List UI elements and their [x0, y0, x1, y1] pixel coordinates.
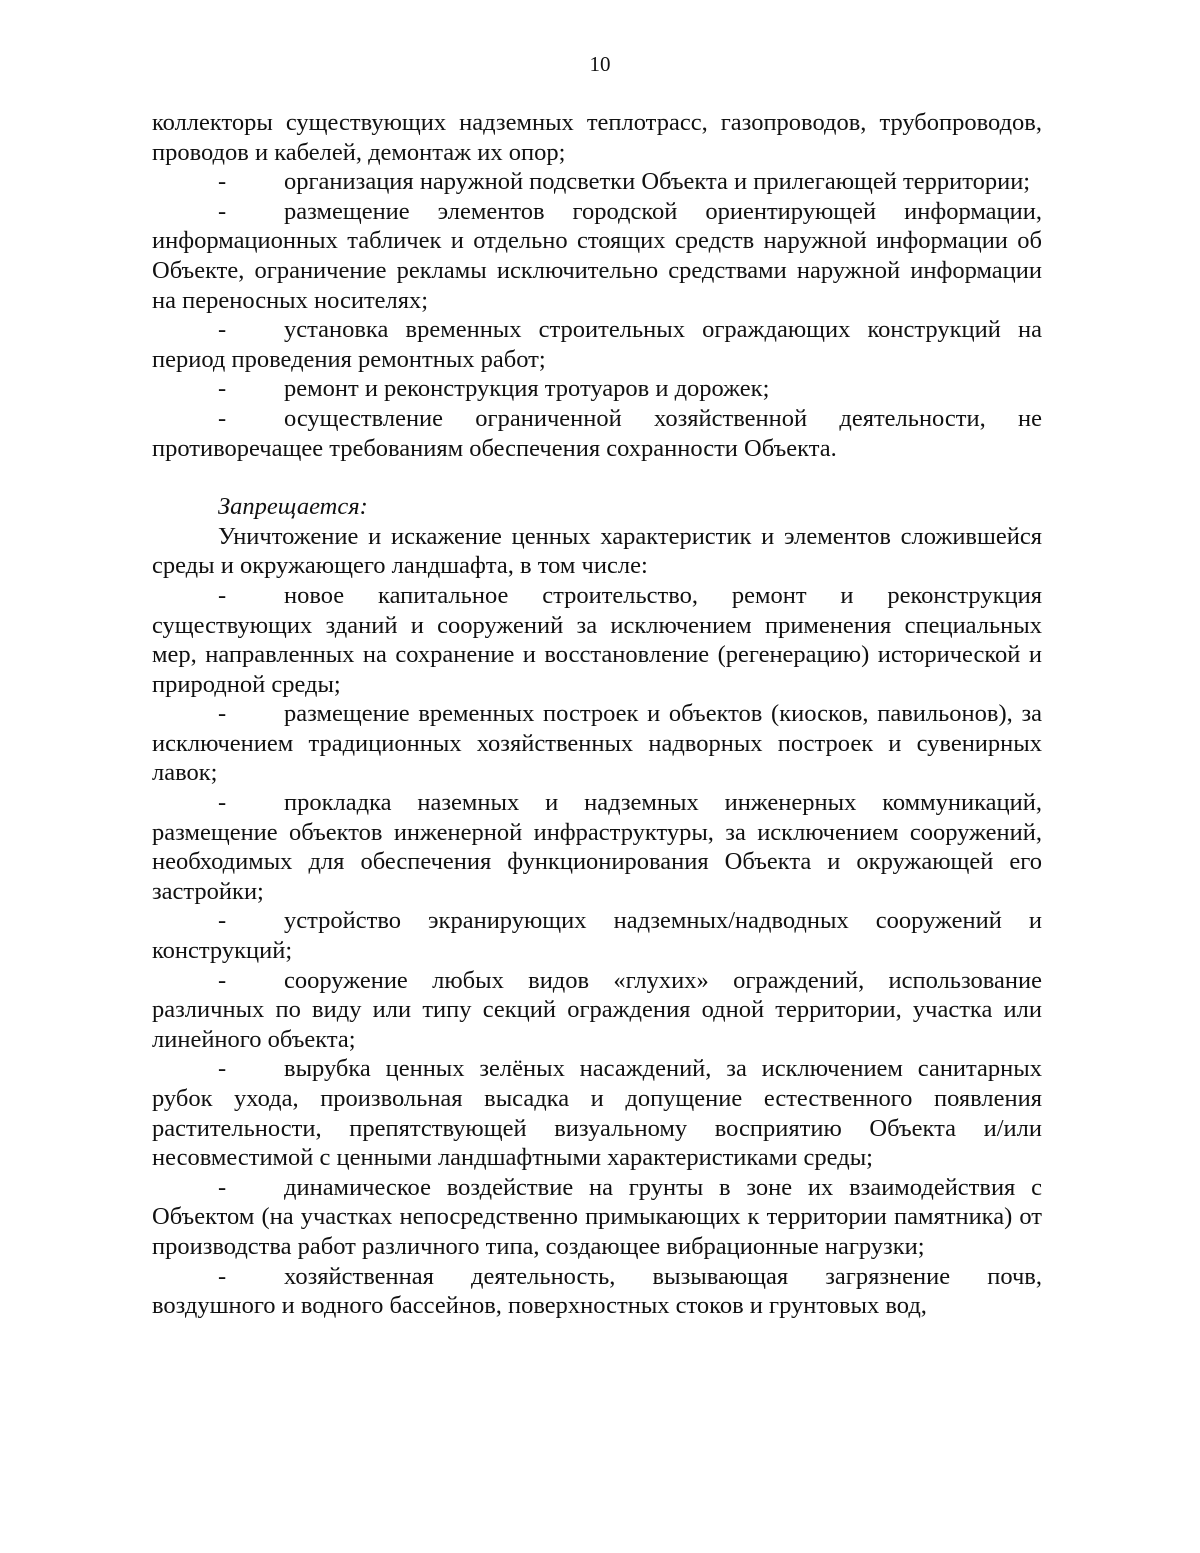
list-dash: - [218, 1173, 227, 1201]
list-dash: - [218, 197, 227, 225]
list-dash: - [218, 581, 227, 609]
list-dash: - [218, 700, 227, 728]
document-body [152, 108, 1042, 1321]
list-dash: - [218, 907, 227, 935]
list-item [152, 1173, 1042, 1262]
list-dash: - [218, 789, 227, 817]
list-item [152, 197, 1042, 315]
list-dash: - [218, 168, 227, 196]
list-item-text: организация наружной подсветки Объекта и прилегающей территории; [284, 168, 1031, 196]
list-item [152, 1262, 1042, 1321]
list-item [152, 788, 1042, 906]
list-dash: - [218, 1262, 227, 1290]
list-item [152, 404, 1042, 463]
page-number: 10 [589, 52, 611, 76]
continuation-paragraph: коллекторы существующих надземных теплотрасс, газопроводов, трубопроводов, проводов и кабелей, демонтаж их опор; [152, 109, 1042, 166]
list-item [152, 1054, 1042, 1172]
list-item [152, 374, 1042, 404]
list-item-text: ремонт и реконструкция тротуаров и дорожек; [284, 375, 770, 403]
list-item-text: хозяйственная деятельность, вызывающая загрязнение почв, воздушного и водного бассейнов, поверхностных стоков и грунтовых вод, [152, 1262, 1042, 1320]
list-item-text: устройство экранирующих надземных/надводных сооружений и конструкций; [152, 907, 1042, 965]
list-dash: - [218, 316, 227, 344]
list-item-text: размещение элементов городской ориентирующей информации, информационных табличек и отдельно стоящих средств наружной информации об Объекте, ограничение рекламы исключительно средствами наружной информации на переносных носителях; [152, 197, 1042, 314]
list-dash: - [218, 404, 227, 432]
list-item-text: сооружение любых видов «глухих» ограждений, использование различных по виду или типу секций ограждения одной территории, участка или линейного объекта; [152, 966, 1042, 1053]
list-item-text: новое капитальное строительство, ремонт и реконструкция существующих зданий и сооружений за исключением применения специальных мер, направленных на сохранение и восстановление (регенерацию) исторической и природной среды; [152, 581, 1042, 698]
list-item [152, 167, 1042, 197]
list-dash: - [218, 1055, 227, 1083]
list-item [152, 699, 1042, 788]
list-item-text: вырубка ценных зелёных насаждений, за исключением санитарных рубок ухода, произвольная высадка и допущение естественного появления растительности, препятствующей визуальному восприятию Объекта и/или несовместимой с ценными ландшафтными характеристиками среды; [152, 1055, 1042, 1172]
list-item-text: размещение временных построек и объектов (киосков, павильонов), за исключением традиционных хозяйственных надворных построек и сувенирных лавок; [152, 700, 1042, 787]
list-item-text: установка временных строительных ограждающих конструкций на период проведения ремонтных работ; [152, 316, 1042, 373]
list-item [152, 581, 1042, 699]
list-item-text: прокладка наземных и надземных инженерных коммуникаций, размещение объектов инженерной инфраструктуры, за исключением сооружений, необходимых для обеспечения функционирования Объекта и окружающей его застройки; [152, 789, 1042, 905]
list-item [152, 966, 1042, 1055]
intro-paragraph: Уничтожение и искажение ценных характеристик и элементов сложившейся среды и окружающего ландшафта, в том числе: [152, 522, 1042, 580]
list-dash: - [218, 966, 227, 994]
list-item [152, 906, 1042, 965]
list-item-text: динамическое воздействие на грунты в зоне их взаимодействия с Объектом (на участках непосредственно примыкающих к территории памятника) от производства работ различного типа, создающее вибрационные нагрузки; [152, 1173, 1042, 1260]
section-heading: Запрещается: [218, 493, 368, 521]
list-item-text: осуществление ограниченной хозяйственной деятельности, не противоречащее требованиям обеспечения сохранности Объекта. [152, 404, 1042, 462]
list-dash: - [218, 375, 227, 403]
list-item [152, 315, 1042, 374]
